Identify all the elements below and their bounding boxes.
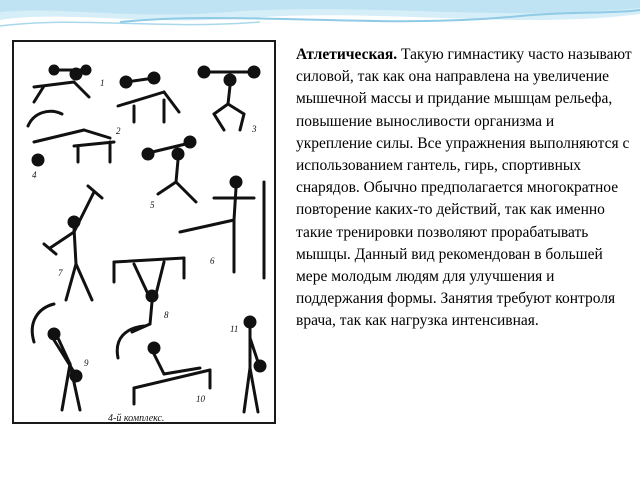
exercise-number-1: 1 bbox=[100, 78, 105, 88]
exercise-number-10: 10 bbox=[196, 394, 205, 404]
exercise-figure-9 bbox=[32, 304, 81, 410]
exercise-number-8: 8 bbox=[164, 310, 169, 320]
exercise-figure-2 bbox=[118, 73, 179, 122]
figure-caption: 4-й комплекс. bbox=[108, 413, 165, 424]
exercise-number-3: 3 bbox=[252, 124, 257, 134]
exercise-number-11: 11 bbox=[230, 324, 239, 334]
description-body: Такую гимнастику часто называют силовой, так как она направлена на увеличение мышечной массы и придание мышцам рельефа, повышение выносливости организма и укрепление силы. Все упражнения выполняются с использованием гантель, гирь, спортивных снарядов. Обычно предполагается многократное повторение каких-то действий, так как именно такие тренировки позволяют прорабатывать мышцы. Данный вид рекомендован в большей мере молодым людям для улучшения и поддержания формы. Занятия требуют контроля врача, так как нагрузка интенсивная. bbox=[296, 46, 632, 330]
exercise-figure-4 bbox=[28, 111, 114, 165]
header-wave-decoration bbox=[0, 0, 640, 40]
exercise-figure-11 bbox=[244, 317, 265, 412]
exercise-illustration bbox=[12, 40, 276, 424]
exercise-number-6: 6 bbox=[210, 256, 215, 266]
description-text bbox=[296, 44, 632, 333]
exercise-figures-drawing bbox=[14, 42, 276, 424]
exercise-figure-3 bbox=[199, 67, 259, 130]
heading-title: Атлетическая. bbox=[296, 46, 398, 63]
exercise-number-4: 4 bbox=[32, 170, 37, 180]
exercise-figure-7 bbox=[44, 186, 102, 300]
exercise-figure-8 bbox=[114, 258, 184, 332]
exercise-number-5: 5 bbox=[150, 200, 155, 210]
exercise-figure-6 bbox=[180, 177, 264, 278]
exercise-figure-10 bbox=[117, 326, 210, 404]
exercise-figure-1 bbox=[34, 66, 90, 102]
exercise-number-9: 9 bbox=[84, 358, 89, 368]
exercise-number-7: 7 bbox=[58, 268, 63, 278]
exercise-figure-5 bbox=[143, 137, 196, 202]
exercise-number-2: 2 bbox=[116, 126, 121, 136]
